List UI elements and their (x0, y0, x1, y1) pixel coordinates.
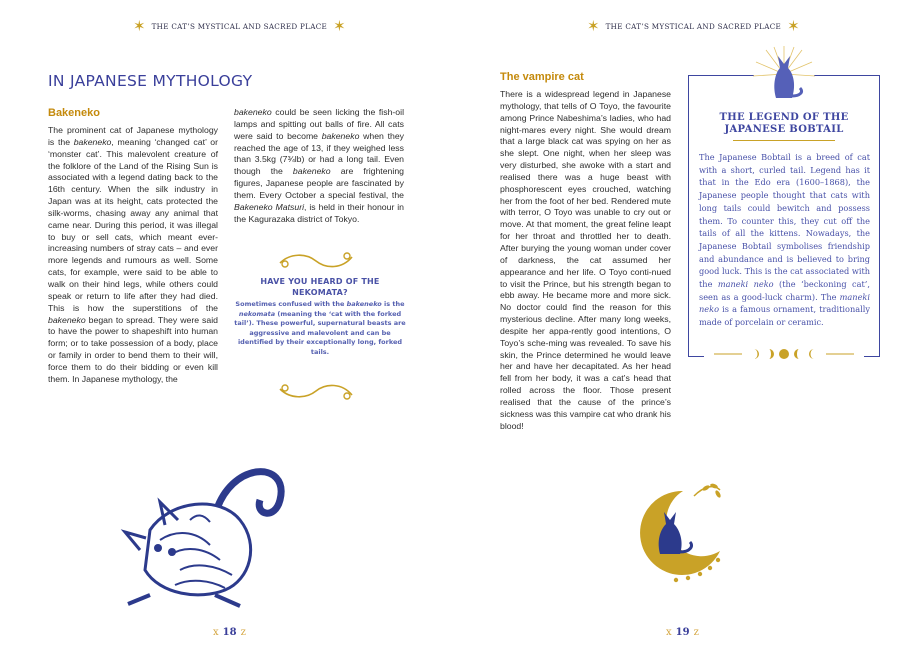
page-number (213, 627, 246, 638)
sidebar-body (234, 300, 406, 358)
section-heading-vampire-cat: The vampire cat (500, 71, 584, 83)
nekomata-sidebar (234, 276, 406, 358)
text-run: are frightening figures, Japanese people are fascinated by them. Every October a special festival, the (234, 166, 404, 200)
swirl-ornament-icon (276, 249, 356, 271)
text-run: when they reached the age of 13, if they weighed less than 3.5kg (7¾lb) or had a long tail. Even though the (234, 130, 404, 177)
body-column-1 (48, 125, 218, 386)
text-run: could be seen licking the fish-oil lamps and spitting out balls of fire. All cats were said to become (234, 107, 404, 141)
text-run: Sometimes confused with the (235, 300, 347, 308)
text-run: , is held in their honour in the Kagurazaka district of Tokyo. (234, 201, 404, 224)
legend-rule (733, 140, 835, 141)
legend-body (699, 151, 870, 329)
running-head-text: THE CAT’S MYSTICAL AND SACRED PLACE (151, 22, 328, 31)
italic-term: Bakeneko Matsuri (234, 201, 305, 212)
folio-number: 18 (222, 627, 237, 638)
body-column-2 (234, 107, 404, 225)
text-run: , meaning ‘changed cat’ or ‘monster cat’. This malevolent creature of the folklore of the Land of the Rising Sun is associated with a legend dating back to the 16th century. When the silk industry in Japan was at its height, cats protected the silk-worms, chasing away any animal that came near. During this period, it was illegal to buy or sell cats, which meant ever-increasing numbers of stray cats – and ever more legends and rumours as well. Some cats, for example, were said to be able to walk on their hind legs, while others could speak or return to life after they had died. This is how the superstitions of the (48, 136, 218, 313)
italic-term: bakeneko (292, 166, 331, 177)
text-run: began to spread. They were said to have the power to shapeshift into human form; or to take possession of a body, place or family in order to bend them to their will, force them to do their bidding or even kill them. In Japanese mythology, the (48, 314, 218, 384)
italic-term: maneki neko (717, 279, 774, 290)
italic-term: nekomata (238, 309, 276, 318)
sidebar-title: HAVE YOU HEARD OF THE NEKOMATA? (260, 277, 380, 297)
chapter-title: IN JAPANESE MYTHOLOGY (48, 72, 253, 90)
folio-mark-left: x (666, 627, 672, 638)
text-run: There is a widespread legend in Japanese mythology, that tells of O Toyo, the favourite among Prince Nabeshima’s ladies, who had night-mares every night. She would dream that a large black cat was spying on her as she slept. One night, when her sleep was very disturbed, she awoke with a start and realised there was a huge beast with phosphorescent eyes crouched, watching her from the foot of her bed. Rendered mute with terror, O Toyo was unable to cry out or move. At that moment, the great feline leapt for her throat and throttled her to death. After burying the young woman under cover of darkness, the cat assumed her appearance and her life. O Toyo conti-nued to visit the Prince, but his strength began to ebb away. He became more and more sick. No doctor could find the reason for this mysterious decline. After many long weeks, despite her appa-rently good intentions, O Toyo’s sche-ming was revealed. To save his skin, the Prince determined he would leave her and have her decapitated. As her head fell from her body, it was a cat’s head that rolled across the floor. Those present realised that the cause of the prince’s sickness was this vampire cat who drank his blood! (500, 89, 671, 431)
folio-mark-right: z (240, 627, 246, 638)
running-head-text: THE CAT’S MYSTICAL AND SACRED PLACE (605, 22, 782, 31)
folio-number: 19 (675, 627, 690, 638)
gold-star-icon: ✶ (787, 18, 800, 35)
running-head (587, 19, 800, 34)
legend-box (688, 75, 880, 357)
gold-star-icon: ✶ (587, 18, 600, 35)
text-run: (meaning the ‘cat with the forked tail’). These powerful, supernatural beasts are aggressive and malevolent and can be identified by their exceptionally long, forked tails. (234, 309, 406, 356)
folio-mark-right: z (693, 627, 699, 638)
swirl-ornament-icon (276, 381, 356, 403)
gold-star-icon: ✶ (133, 18, 146, 35)
text-run: is the (381, 300, 405, 308)
text-run: The Japanese Bobtail is a breed of cat with a short, curled tail. Legend has it that in the Edo era (1600–1868), the Japanese people thought that cats with long tails could bewitch and possess them. To counter this, they cut off the tails of all the kittens. Nowadays, the Japanese Bobtail symbolises friendship and abundance and is believed to bring good luck. This is the cat associated with the (699, 152, 871, 290)
italic-term: bakeneko (48, 314, 86, 325)
text-run: (the ‘beckoning cat’, seen as a good-luck charm). The (699, 279, 870, 302)
text-run: is a famous ornament, traditionally made of porcelain or ceramic. (699, 304, 870, 328)
text-run: The prominent cat of Japanese mythology is the (48, 125, 218, 147)
page-number (666, 627, 699, 638)
right-page (452, 0, 905, 650)
italic-term: bakeneko (73, 136, 112, 147)
folio-mark-left: x (213, 627, 219, 638)
bobtail-cat-illustration (750, 44, 818, 104)
crescent-moon-cat-illustration (628, 476, 728, 586)
running-head (133, 19, 346, 34)
italic-term: maneki neko (699, 291, 870, 315)
section-heading-bakeneko: Bakeneko (48, 107, 100, 119)
moon-phases-icon (714, 346, 854, 362)
legend-title: THE LEGEND OF THE JAPANESE BOBTAIL (719, 112, 849, 135)
body-column-vampire-cat (500, 89, 671, 432)
italic-term: bakeneko (234, 107, 272, 117)
italic-term: bakeneko (346, 300, 382, 308)
italic-term: bakeneko (321, 130, 360, 141)
left-page (0, 0, 452, 650)
gold-star-icon: ✶ (333, 18, 346, 35)
bakeneko-cat-illustration (120, 420, 290, 610)
